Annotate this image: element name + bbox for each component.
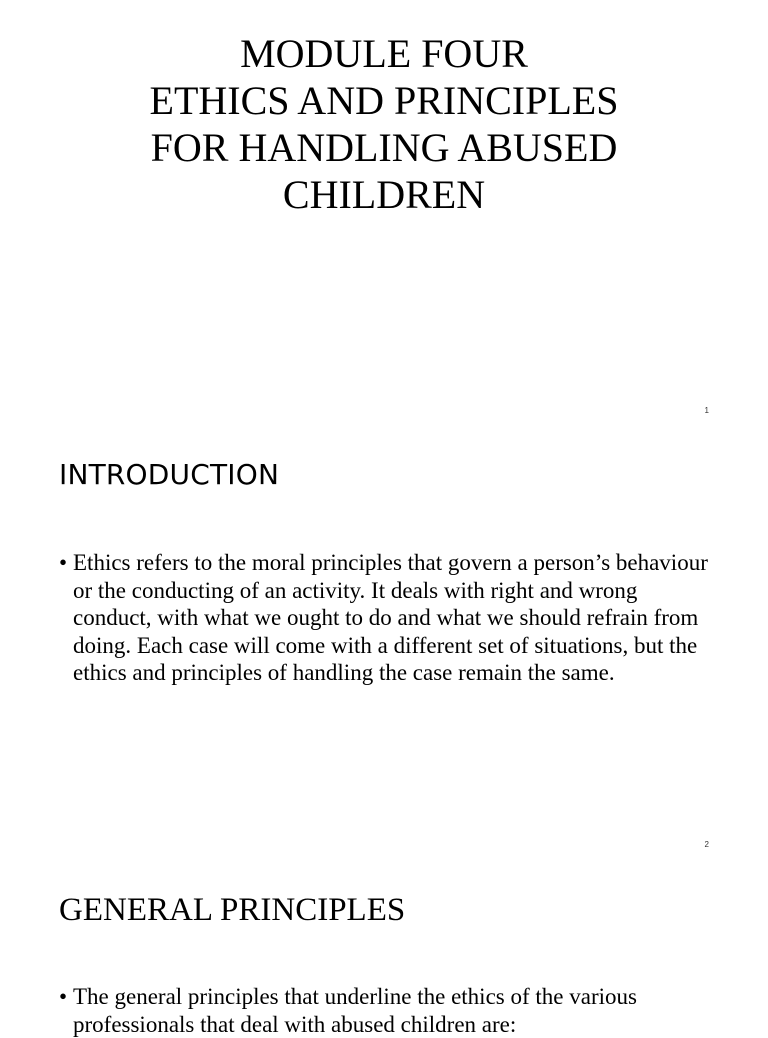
bullet-icon: • (59, 984, 68, 1009)
slide-2 (0, 434, 768, 868)
page-number: 1 (704, 406, 709, 415)
bullet-icon: • (59, 550, 68, 575)
bullet-item (59, 549, 709, 687)
title-line-4: CHILDREN (282, 172, 486, 217)
slide-heading: GENERAL PRINCIPLES (59, 892, 406, 928)
bullet-text: The general principles that underline the ethics of the various professionals that deal with abused children are: (73, 984, 637, 1037)
page-number: 2 (704, 840, 709, 849)
bullet-list (59, 983, 709, 1038)
bullet-text: Ethics refers to the moral principles that govern a person’s behaviour or the conducting of an activity. It deals with right and wrong conduct, with what we ought to do and what we should refrain from doing. Each case will come with a different set of situations, but the ethics and principles of handling the case remain the same. (73, 550, 708, 686)
bullet-item (59, 983, 709, 1038)
slide-3 (0, 868, 768, 1037)
slide-1 (0, 0, 768, 434)
bullet-list (59, 549, 709, 687)
slide-heading: INTRODUCTION (59, 458, 280, 491)
title-line-2: ETHICS AND PRINCIPLES (149, 78, 619, 123)
title-line-3: FOR HANDLING ABUSED (150, 125, 618, 170)
title-line-1: MODULE FOUR (240, 31, 528, 76)
slide-title (0, 30, 768, 218)
